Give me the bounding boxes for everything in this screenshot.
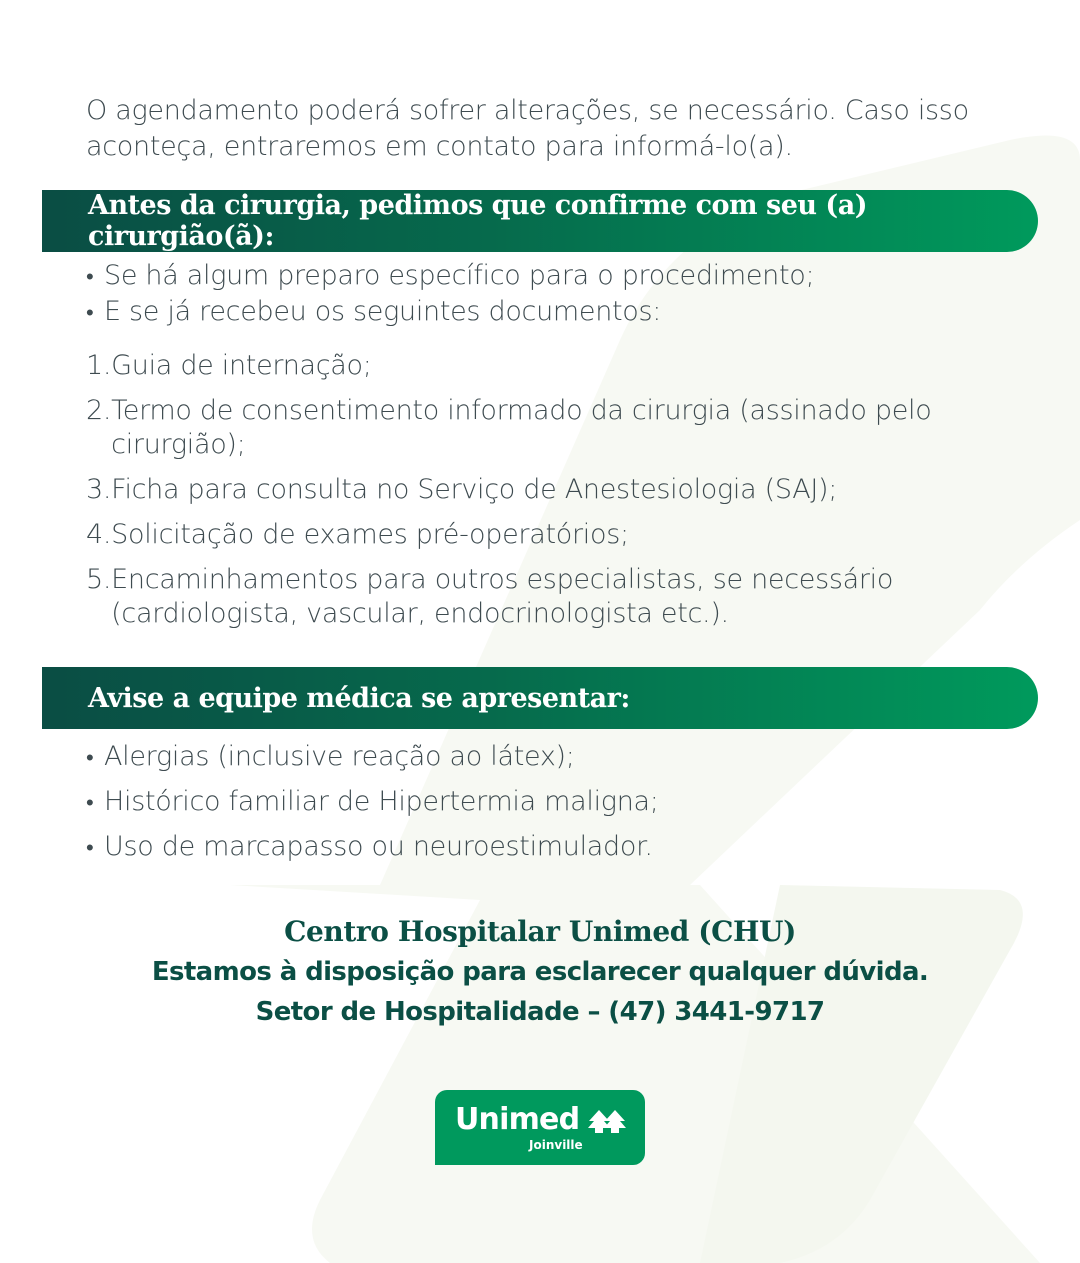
list-number: 1.: [86, 350, 112, 381]
list-number: 3.: [86, 474, 112, 505]
bullet-dot: •: [86, 265, 94, 290]
section-banner-before-surgery: [42, 190, 1038, 252]
list-item: • Uso de marcapasso ou neuroestimulador.: [86, 829, 659, 874]
list-item: 4. Solicitação de exames pré-operatórios;: [86, 519, 629, 550]
bullet-dot: •: [86, 791, 94, 816]
list-item: 5. Encaminhamentos para outros especialistas, se necessário (cardiologista, vascular, endocrinologista etc.).: [86, 564, 894, 629]
bullet-dot: •: [86, 836, 94, 861]
section-title-before-surgery: Antes da cirurgia, pedimos que confirme com seu (a) cirurgião(ã):: [88, 190, 867, 252]
contact-message: Estamos à disposição para esclarecer qualquer dúvida.: [151, 957, 929, 987]
list-item: 2. Termo de consentimento informado da cirurgia (assinado pelo cirurgião);: [86, 395, 932, 460]
contact-info: [0, 912, 1080, 1032]
list-number: 4.: [86, 519, 112, 550]
section-title-alert-team: Avise a equipe médica se apresentar:: [88, 682, 630, 714]
unimed-logo: [435, 1090, 645, 1165]
list-item: 3. Ficha para consulta no Serviço de Anestesiologia (SAJ);: [86, 474, 838, 505]
list-item: • Se há algum preparo específico para o procedimento;: [86, 258, 814, 294]
list-item: • E se já recebeu os seguintes documentos:: [86, 294, 814, 330]
intro-line-2: aconteça, entraremos em contato para informá-lo(a).: [86, 131, 793, 162]
list-number: 5.: [86, 564, 112, 595]
intro-paragraph: [86, 93, 1006, 165]
list-item: • Alergias (inclusive reação ao látex);: [86, 739, 659, 784]
bullet-dot: •: [86, 301, 94, 326]
logo-city-text: Joinville: [529, 1138, 583, 1152]
documents-numbered-list: [86, 349, 986, 642]
before-surgery-bullet-list: [86, 258, 814, 330]
alert-team-bullet-list: [86, 739, 659, 874]
contact-phone: Setor de Hospitalidade – (47) 3441-9717: [255, 997, 825, 1027]
list-item: • Histórico familiar de Hipertermia maligna;: [86, 784, 659, 829]
unimed-tree-icon: [587, 1108, 627, 1134]
hospital-name: Centro Hospitalar Unimed (CHU): [284, 915, 796, 948]
section-banner-alert-team: [42, 667, 1038, 729]
logo-brand-text: Unimed: [455, 1102, 580, 1137]
list-item: 1. Guia de internação;: [86, 350, 372, 381]
bullet-dot: •: [86, 746, 94, 771]
intro-line-1: O agendamento poderá sofrer alterações, se necessário. Caso isso: [86, 95, 969, 126]
list-number: 2.: [86, 395, 112, 426]
